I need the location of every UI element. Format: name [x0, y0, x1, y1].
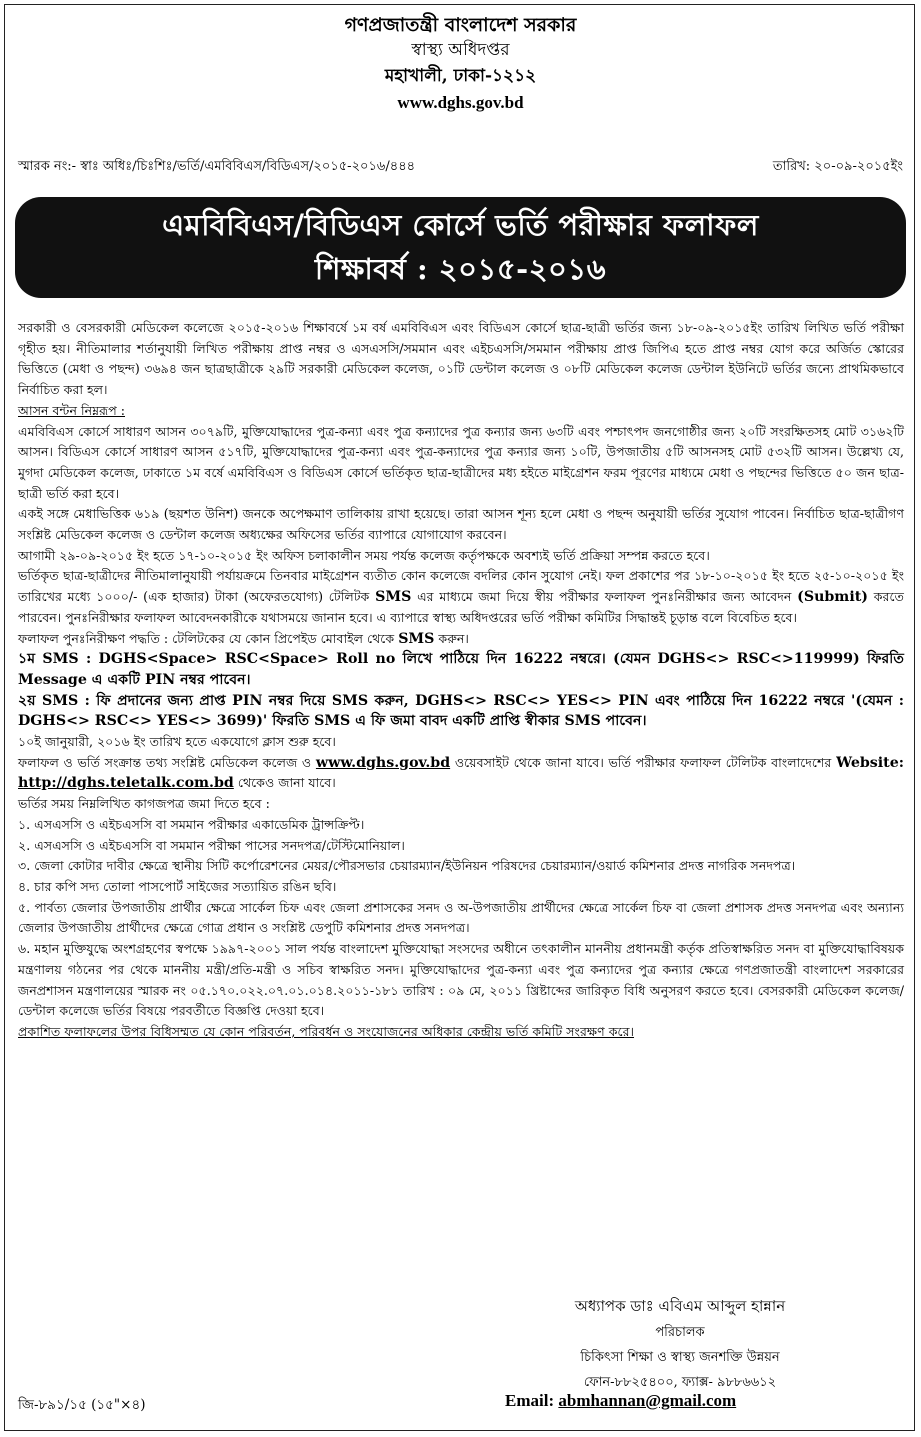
signatory-email [505, 1391, 736, 1411]
memo-date: তারিখ: ২০-০৯-২০১৫ইং [772, 159, 903, 174]
method-text-b: করুন। [434, 630, 469, 646]
intro-paragraph: সরকারী ও বেসরকারী মেডিকেল কলেজে ২০১৫-২০১৬ শিক্ষাবর্ষে ১ম বর্ষ এমবিবিএস এবং বিডিএস কোর্সে ছাত্র-ছাত্রী ভর্তির জন্য ১৮-০৯-২০১৫ইং তারিখ লিখিত ভর্তি পরীক্ষা গৃহীত হয়। নীতিমালার শর্তানুযায়ী লিখিত পরীক্ষায় প্রাপ্ত নম্বর ও এসএসসি/সমমান এবং এইচএসসি/সমমান পরীক্ষায় প্রাপ্ত জিপিএ হতে প্রাপ্ত নম্বর যোগ করে অর্জিত স্কোরের ভিত্তিতে (মেধা ও পছন্দ) ৩৬৯৪ জন ছাত্রছাত্রীকে ২৯টি সরকারী মেডিকেল কলেজ, ০১টি ডেন্টাল কলেজ ও ০৮টি মেডিকেল কলেজ ডেন্টাল ইউনিটে ভর্তির জন্যে প্রাথমিকভাবে নির্বাচিত করা হল। [18, 320, 904, 398]
method-text-a: ফলাফল পুনঃনিরীক্ষণ পদ্ধতি : টেলিটকের যে কোন প্রিপেইড মোবাইল থেকে [18, 630, 399, 646]
dghs-website-link[interactable]: www.dghs.gov.bd [315, 754, 451, 771]
result-banner [15, 197, 906, 298]
list-item: ২. এসএসসি ও এইচএসসি বা সমমান পরীক্ষা পাসের সনদপত্র/টেস্টিমোনিয়াল। [18, 837, 405, 853]
list-item: ৩. জেলা কোটার দাবীর ক্ষেত্রে স্থানীয় সিটি কর্পোরেশনের মেয়র/পৌরসভার চেয়ারম্যান/ইউনিয়ন পরিষদের চেয়ারম্যান/ওয়ার্ড কমিশনার প্রদত্ত নাগরিক সনদপত্র। [18, 858, 796, 874]
signatory-contact: ফোন-৮৮২৫৪০০, ফ্যাক্স- ৯৮৮৬৬১২ [583, 1375, 777, 1390]
email-link[interactable]: abmhannan@gmail.com [558, 1391, 737, 1410]
teletalk-website-link[interactable]: http://dghs.teletalk.com.bd [18, 775, 234, 792]
info-text-a: ফলাফল ও ভর্তি সংক্রান্ত তথ্য সংশ্লিষ্ট মেডিকেল কলেজ ও [18, 754, 316, 770]
header-website-link[interactable]: www.dghs.gov.bd [397, 93, 524, 112]
directorate-name: স্বাস্থ্য অধিদপ্তর [411, 40, 510, 60]
letterhead [0, 12, 921, 117]
seat-distribution-paragraph: এমবিবিএস কোর্সে সাধারণ আসন ৩০৭৯টি, মুক্তিযোদ্ধাদের পুত্র-কন্যা এবং পুত্র কন্যাদের পুত্র কন্যার জন্য ৬৩টি এবং পশ্চাৎপদ জনগোষ্ঠীর জন্য ২০টি সংরক্ষিতসহ মোট ৩১৬২টি আসন। বিডিএস কোর্সে সাধারণ আসন ৫১৭টি, মুক্তিযোদ্ধাদের পুত্র-কন্যা এবং পুত্র-কন্যাদের পুত্র কন্যার জন্য ১০টি, উপজাতীয় ৫টি আসনসহ মোট ৫৩২টি আসন। উল্লেখ্য যে, মুগদা মেডিকেল কলেজ, ঢাকাতে ১ম বর্ষে এমবিবিএস ও বিডিএস কোর্সে ভর্তিকৃত ছাত্র-ছাত্রীদের মধ্য হইতে মাইগ্রেশন ফরম পূরণের মাধ্যমে মেধা ও পছন্দের ভিত্তিতে ৫০ জন ছাত্র-ছাত্রী ভর্তি করা হবে। [18, 423, 904, 501]
notice-body [18, 318, 904, 1043]
documents-heading: ভর্তির সময় নিম্নলিখিত কাগজপত্র জমা দিতে হবে : [18, 796, 270, 812]
waiting-list-paragraph: একই সঙ্গে মেধাভিত্তিক ৬১৯ (ছয়শত উনিশ) জনকে অপেক্ষমাণ তালিকায় রাখা হয়েছে। তারা আসন শূন্য হলে মেধা ও পছন্দ অনুযায়ী ভর্তির সুযোগ পাবেন। নির্বাচিত ছাত্র-ছাত্রীগণ সংশ্লিষ্ট মেডিকেল কলেজ ও ডেন্টাল কলেজ অধ্যক্ষের অফিসের ভর্তির ব্যাপারে যোগাযোগ করবেন। [18, 506, 904, 543]
list-item: ১. এসএসসি ও এইচএসসি বা সমমান পরীক্ষার একাডেমিক ট্রান্সক্রিপ্ট। [18, 816, 365, 832]
list-item: ৫. পার্বত্য জেলার উপজাতীয় প্রার্থীর ক্ষেত্রে সার্কেল চিফ এবং জেলা প্রশাসকের সনদ ও অ-উপজাতীয় প্রার্থীদের ক্ষেত্রে সার্কেল চিফ বা জেলা প্রশাসক প্রদত্ত সনদপত্র এবং অন্যান্য জেলার উপজাতীয় প্রার্থীদের ক্ষেত্রে গোত্র প্রধান ও সংশ্লিষ্ট ডেপুটি কমিশনার প্রদত্ত সনদপত্র। [18, 899, 904, 936]
memo-reference: স্মারক নং:- স্বাঃ অধিঃ/চিঃশিঃ/ভর্তি/এমবিবিএস/বিডিএস/২০১৫-২০১৬/৪৪৪ [18, 159, 416, 174]
signatory-department: চিকিৎসা শিক্ষা ও স্বাস্থ্য জনশক্তি উন্নয়ন [580, 1350, 780, 1365]
first-sms-instruction: ১ম SMS : DGHS<Space> RSC<Space> Roll no লিখে পাঠিয়ে দিন 16222 নম্বরে। (যেমন DGHS<> RSC<>119999) ফিরতি Message এ একটি PIN নম্বর পাবেন। [18, 651, 904, 688]
review-text-c: করতে পারবেন। পুনঃনিরীক্ষার ফলাফল আবেদনকারীকে যথাসময়ে জানান হবে। এ ব্যাপারে স্বাস্থ্য অধিদপ্তরের ভর্তি পরীক্ষা কমিটির সিদ্ধান্তই চূড়ান্ত বলে বিবেচিত হবে। [18, 589, 904, 625]
signature-block [460, 1293, 900, 1395]
info-text-b: ওয়েবসাইট থেকে জানা যাবে। ভর্তি পরীক্ষার ফলাফল টেলিটক বাংলাদেশের [450, 754, 837, 770]
info-paragraph [18, 753, 904, 794]
method-sms-label: SMS [398, 630, 435, 647]
banner-title: এমবিবিএস/বিডিএস কোর্সে ভর্তি পরীক্ষার ফলাফল [162, 208, 759, 242]
list-item: ৬. মহান মুক্তিযুদ্ধে অংশগ্রহণের স্বপক্ষে ১৯৯৭-২০০১ সাল পর্যন্ত বাংলাদেশ মুক্তিযোদ্ধা সংসদের অধীনে তৎকালীন মাননীয় প্রধানমন্ত্রী কর্তৃক প্রতিস্বাক্ষরিত সনদ বা মুক্তিযোদ্ধাবিষয়ক মন্ত্রণালয় গঠনের পর থেকে মাননীয় মন্ত্রী/প্রতি-মন্ত্রী ও সচিব স্বাক্ষরিত সনদ। মুক্তিযোদ্ধাদের পুত্র-কন্যা এবং পুত্র কন্যাদের পুত্র কন্যার ক্ষেত্রে গণপ্রজাতন্ত্রী বাংলাদেশ সরকারের জনপ্রশাসন মন্ত্রণালয়ের স্মারক নং ০৫.১৭০.০২২.০৭.০১.০১৪.২০১১-১৮১ তারিখ : ০৯ মে, ২০১১ খ্রিষ্টাব্দের জারিকৃত বিধি অনুসরণ করতে হবে। বেসরকারী মেডিকেল কলেজ/ডেন্টাল কলেজে ভর্তির বিষয়ে পরবর্তীতে বিজ্ঞপ্তি দেওয়া হবে। [18, 941, 904, 1019]
class-start-paragraph: ১০ই জানুয়ারী, ২০১৬ ইং তারিখ হতে একযোগে ক্লাস শুরু হবে। [18, 734, 336, 750]
review-text-a: ভর্তিকৃত ছাত্র-ছাত্রীদের নীতিমালানুযায়ী পর্যায়ক্রমে তিনবার মাইগ্রেশন ব্যতীত কোন কলেজে বদলির কোন সুযোগ নেই। ফল প্রকাশের পর ১৮-১০-২০১৫ ইং হতে ২৫-১০-২০১৫ ইং তারিখের মধ্যে ১০০০/- (এক হাজার) টাকা (অফেরতযোগ্য) টেলিটক [18, 568, 904, 605]
banner-session: শিক্ষাবর্ষ : ২০১৫-২০১৬ [314, 252, 607, 286]
office-address: মহাখালী, ঢাকা-১২১২ [384, 66, 537, 86]
second-sms-instruction: ২য় SMS : ফি প্রদানের জন্য প্রাপ্ত PIN নম্বর দিয়ে SMS করুন, DGHS<> RSC<> YES<> PIN এবং পাঠিয়ে দিন 16222 নম্বরে '(যেমন : DGHS<> RSC<> YES<> 3699)' ফিরতি SMS এ ফি জমা বাবদ একটি প্রাপ্তি স্বীকার SMS পাবেন। [18, 692, 904, 730]
publication-code: জি-৮৯১/১৫ (১৫"×৪) [18, 1397, 146, 1413]
website-label: Website: [836, 754, 904, 771]
list-item: ৪. চার কপি সদ্য তোলা পাসপোর্ট সাইজের সত্যায়িত রঙিন ছবি। [18, 878, 337, 894]
review-text-b: এর মাধ্যমে জমা দিয়ে স্বীয় পরীক্ষার ফলাফল পুনঃনিরীক্ষার জন্য আবেদন [411, 589, 798, 605]
signatory-designation: পরিচালক [655, 1325, 705, 1340]
seat-distribution-heading: আসন বন্টন নিম্নরূপ : [18, 402, 126, 418]
documents-list [18, 815, 904, 1022]
review-sms-label: SMS [375, 589, 412, 606]
signatory-name: অধ্যাপক ডাঃ এবিএম আব্দুল হান্নান [574, 1297, 786, 1315]
government-name: গণপ্রজাতন্ত্রী বাংলাদেশ সরকার [344, 14, 577, 36]
review-submit-label: (Submit) [797, 589, 868, 606]
review-paragraph [18, 566, 904, 628]
info-text-c: থেকেও জানা যাবে। [233, 775, 336, 791]
rights-reserved-statement: প্রকাশিত ফলাফলের উপর বিধিসম্মত যে কোন পরিবর্তন, পরিবর্ধন ও সংযোজনের অধিকার কেন্দ্রীয় ভর্তি কমিটি সংরক্ষণ করে। [18, 1023, 635, 1039]
admission-deadline-paragraph: আগামী ২৯-০৯-২০১৫ ইং হতে ১৭-১০-২০১৫ ইং অফিস চলাকালীন সময় পর্যন্ত কলেজ কর্তৃপক্ষকে অবশ্যই ভর্তি প্রক্রিয়া সম্পন্ন করতে হবে। [18, 547, 710, 563]
memo-line [18, 157, 903, 178]
email-label: Email: [505, 1391, 555, 1410]
review-method-paragraph [18, 629, 904, 650]
